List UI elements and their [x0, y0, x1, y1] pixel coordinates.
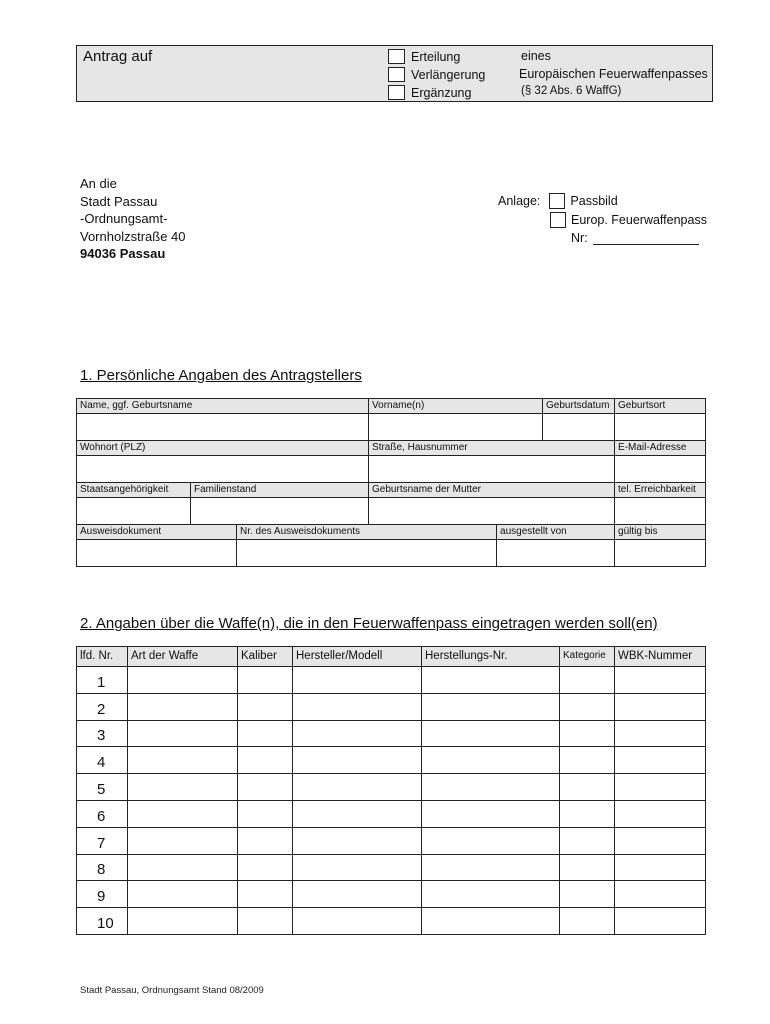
passbild-label: Passbild	[570, 194, 618, 208]
hersteller-modell-cell[interactable]	[293, 693, 422, 720]
row-number: 8	[77, 854, 128, 881]
hersteller-modell-cell[interactable]	[293, 747, 422, 774]
label-ausweisdokument: Ausweisdokument	[77, 525, 237, 540]
checkbox-verlaengerung[interactable]	[388, 67, 405, 82]
art-der-waffe-cell[interactable]	[128, 693, 238, 720]
section-2-title: 2. Angaben über die Waffe(n), die in den Feuerwaffenpass eingetragen werden soll(en)	[80, 615, 658, 632]
table-row	[77, 881, 706, 908]
herstellungs-nr-cell[interactable]	[422, 908, 560, 935]
art-der-waffe-cell[interactable]	[128, 800, 238, 827]
kategorie-cell[interactable]	[560, 693, 615, 720]
checkbox-erteilung[interactable]	[388, 49, 405, 64]
weapons-table	[76, 646, 706, 935]
label-email: E-Mail-Adresse	[615, 441, 706, 456]
kaliber-cell[interactable]	[238, 747, 293, 774]
col-hersteller-modell: Hersteller/Modell	[293, 647, 422, 667]
herstellungs-nr-cell[interactable]	[422, 827, 560, 854]
kaliber-cell[interactable]	[238, 693, 293, 720]
row-number: 4	[77, 747, 128, 774]
label-vorname: Vorname(n)	[369, 399, 543, 414]
personal-data-table	[76, 398, 706, 567]
label-name: Name, ggf. Geburtsname	[77, 399, 369, 414]
row-number: 5	[77, 774, 128, 801]
table-row	[77, 774, 706, 801]
hersteller-modell-cell[interactable]	[293, 774, 422, 801]
header-right-line-2: Europäischen Feuerwaffenpasses	[519, 67, 708, 81]
row-number: 7	[77, 827, 128, 854]
art-der-waffe-cell[interactable]	[128, 667, 238, 694]
label-geburtsname-mutter: Geburtsname der Mutter	[369, 483, 615, 498]
name-field[interactable]	[77, 414, 369, 441]
kategorie-cell[interactable]	[560, 908, 615, 935]
strasse-field[interactable]	[369, 456, 615, 483]
kategorie-cell[interactable]	[560, 774, 615, 801]
col-herstellungs-nr: Herstellungs-Nr.	[422, 647, 560, 667]
art-der-waffe-cell[interactable]	[128, 827, 238, 854]
anlage-label: Anlage:	[498, 194, 541, 208]
wbk-nummer-cell[interactable]	[615, 667, 706, 694]
col-kategorie: Kategorie	[560, 647, 615, 667]
table-row	[77, 720, 706, 747]
address-line: -Ordnungsamt-	[80, 211, 168, 226]
row-number: 1	[77, 667, 128, 694]
option-verlaengerung-label: Verlängerung	[411, 67, 486, 82]
kategorie-cell[interactable]	[560, 800, 615, 827]
row-number: 10	[77, 908, 128, 935]
staatsangehoerigkeit-field[interactable]	[77, 498, 191, 525]
application-type-box	[76, 45, 713, 102]
wbk-nummer-cell[interactable]	[615, 854, 706, 881]
wbk-nummer-cell[interactable]	[615, 827, 706, 854]
kaliber-cell[interactable]	[238, 854, 293, 881]
nr-line[interactable]	[593, 231, 699, 245]
option-verlaengerung[interactable]	[388, 66, 485, 83]
label-strasse: Straße, Hausnummer	[369, 441, 615, 456]
art-der-waffe-cell[interactable]	[128, 881, 238, 908]
kaliber-cell[interactable]	[238, 908, 293, 935]
herstellungs-nr-cell[interactable]	[422, 747, 560, 774]
wbk-nummer-cell[interactable]	[615, 693, 706, 720]
address-line: Vornholzstraße 40	[80, 228, 186, 244]
familienstand-field[interactable]	[191, 498, 369, 525]
geburtsort-field[interactable]	[615, 414, 706, 441]
hersteller-modell-cell[interactable]	[293, 720, 422, 747]
herstellungs-nr-cell[interactable]	[422, 774, 560, 801]
art-der-waffe-cell[interactable]	[128, 854, 238, 881]
table-row	[77, 693, 706, 720]
hersteller-modell-cell[interactable]	[293, 827, 422, 854]
label-staatsangehoerigkeit: Staatsangehörigkeit	[77, 483, 191, 498]
table-row	[77, 827, 706, 854]
table-row	[77, 908, 706, 935]
label-wohnort: Wohnort (PLZ)	[77, 441, 369, 456]
kaliber-cell[interactable]	[238, 881, 293, 908]
kaliber-cell[interactable]	[238, 827, 293, 854]
tel-field[interactable]	[615, 498, 706, 525]
anlage-feuerwaffenpass[interactable]	[550, 212, 707, 228]
table-row	[77, 747, 706, 774]
row-number: 3	[77, 720, 128, 747]
option-erteilung[interactable]	[388, 48, 460, 65]
gueltig-field[interactable]	[615, 540, 706, 567]
wohnort-field[interactable]	[77, 456, 369, 483]
row-number: 6	[77, 800, 128, 827]
table-row	[77, 800, 706, 827]
kategorie-cell[interactable]	[560, 881, 615, 908]
row-number: 9	[77, 881, 128, 908]
hersteller-modell-cell[interactable]	[293, 800, 422, 827]
art-der-waffe-cell[interactable]	[128, 908, 238, 935]
herstellungs-nr-cell[interactable]	[422, 693, 560, 720]
ausweisdokument-field[interactable]	[77, 540, 237, 567]
col-lfd-nr: lfd. Nr.	[77, 647, 128, 667]
email-field[interactable]	[615, 456, 706, 483]
wbk-nummer-cell[interactable]	[615, 800, 706, 827]
label-gueltig: gültig bis	[615, 525, 706, 540]
herstellungs-nr-cell[interactable]	[422, 881, 560, 908]
col-wbk-nummer: WBK-Nummer	[615, 647, 706, 667]
wbk-nummer-cell[interactable]	[615, 881, 706, 908]
recipient-address	[80, 175, 186, 263]
address-city: 94036 Passau	[80, 246, 166, 261]
table-row	[77, 854, 706, 881]
label-ausgestellt: ausgestellt von	[497, 525, 615, 540]
checkbox-passbild[interactable]	[549, 193, 565, 209]
footer-note: Stadt Passau, Ordnungsamt Stand 08/2009	[80, 985, 264, 996]
kategorie-cell[interactable]	[560, 747, 615, 774]
ausgestellt-field[interactable]	[497, 540, 615, 567]
kategorie-cell[interactable]	[560, 827, 615, 854]
row-number: 2	[77, 693, 128, 720]
vorname-field[interactable]	[369, 414, 543, 441]
nr-ausweis-field[interactable]	[237, 540, 497, 567]
kategorie-cell[interactable]	[560, 667, 615, 694]
kaliber-cell[interactable]	[238, 720, 293, 747]
nr-label: Nr:	[571, 231, 588, 245]
anlage-nr[interactable]	[571, 231, 699, 245]
label-geburtsort: Geburtsort	[615, 399, 706, 414]
col-kaliber: Kaliber	[238, 647, 293, 667]
kaliber-cell[interactable]	[238, 667, 293, 694]
header-right-line-3: (§ 32 Abs. 6 WaffG)	[521, 85, 622, 97]
hersteller-modell-cell[interactable]	[293, 908, 422, 935]
wbk-nummer-cell[interactable]	[615, 774, 706, 801]
hersteller-modell-cell[interactable]	[293, 854, 422, 881]
hersteller-modell-cell[interactable]	[293, 667, 422, 694]
herstellungs-nr-cell[interactable]	[422, 854, 560, 881]
address-line: An die	[80, 176, 117, 191]
label-geburtsdatum: Geburtsdatum	[543, 399, 615, 414]
geburtsname-mutter-field[interactable]	[369, 498, 615, 525]
wbk-nummer-cell[interactable]	[615, 720, 706, 747]
header-right-line-1: eines	[521, 49, 551, 63]
art-der-waffe-cell[interactable]	[128, 747, 238, 774]
section-1-title: 1. Persönliche Angaben des Antragstellers	[80, 367, 362, 384]
label-familienstand: Familienstand	[191, 483, 369, 498]
feuerwaffenpass-label: Europ. Feuerwaffenpass	[571, 213, 707, 227]
option-erteilung-label: Erteilung	[411, 49, 461, 64]
herstellungs-nr-cell[interactable]	[422, 667, 560, 694]
kaliber-cell[interactable]	[238, 800, 293, 827]
art-der-waffe-cell[interactable]	[128, 774, 238, 801]
art-der-waffe-cell[interactable]	[128, 720, 238, 747]
herstellungs-nr-cell[interactable]	[422, 800, 560, 827]
wbk-nummer-cell[interactable]	[615, 747, 706, 774]
hersteller-modell-cell[interactable]	[293, 881, 422, 908]
label-tel: tel. Erreichbarkeit	[615, 483, 706, 498]
checkbox-feuerwaffenpass[interactable]	[550, 212, 566, 228]
label-nr-ausweis: Nr. des Ausweisdokuments	[237, 525, 497, 540]
wbk-nummer-cell[interactable]	[615, 908, 706, 935]
application-title: Antrag auf	[83, 48, 153, 65]
table-row	[77, 667, 706, 694]
herstellungs-nr-cell[interactable]	[422, 720, 560, 747]
anlage-passbild[interactable]	[498, 193, 618, 209]
kategorie-cell[interactable]	[560, 854, 615, 881]
address-line: Stadt Passau	[80, 193, 158, 209]
checkbox-ergaenzung[interactable]	[388, 85, 405, 100]
kategorie-cell[interactable]	[560, 720, 615, 747]
col-art-der-waffe: Art der Waffe	[128, 647, 238, 667]
geburtsdatum-field[interactable]	[543, 414, 615, 441]
option-ergaenzung-label: Ergänzung	[411, 85, 472, 100]
option-ergaenzung[interactable]	[388, 84, 471, 101]
kaliber-cell[interactable]	[238, 774, 293, 801]
